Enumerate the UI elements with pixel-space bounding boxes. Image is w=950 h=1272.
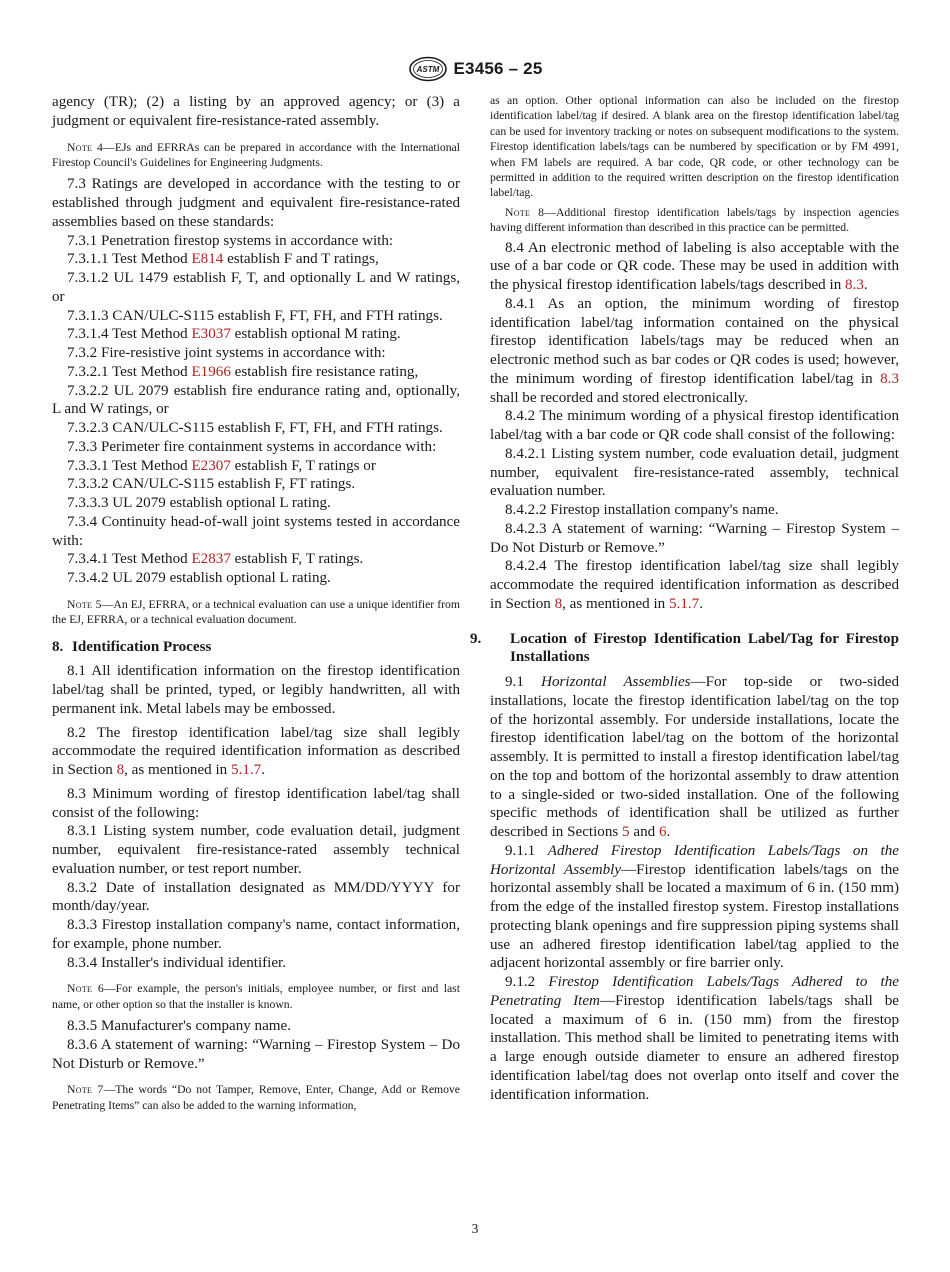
left-column xyxy=(52,93,460,1118)
note-4: Note 4—EJs and EFRRAs can be prepared in accordance with the International Firestop Council's Guidelines for Engineering Judgments. xyxy=(52,140,460,169)
note-6: Note 6—For example, the person's initials, employee number, or first and last name, or other option so that the installer is known. xyxy=(52,982,460,1011)
svg-text:ASTM: ASTM xyxy=(416,65,439,74)
paragraph-8-4: 8.4 An electronic method of labeling is also acceptable with the use of a bar code or QR code. These may be used in addition with the physical firestop identification labels/tags described in 8.3. xyxy=(490,239,899,294)
paragraph-8-3-6: 8.3.6 A statement of warning: “Warning – Firestop System – Do Not Disturb or Remove.” xyxy=(52,1036,460,1072)
standard-designation: E3456 – 25 xyxy=(453,59,543,78)
paragraph-7-3-1-3: 7.3.1.3 CAN/ULC-S115 establish F, FT, FH, and FTH ratings. xyxy=(67,307,443,324)
reference-link[interactable]: 5.1.7 xyxy=(231,762,262,779)
paragraph-7-3-2-2: 7.3.2.2 UL 2079 establish fire endurance rating and, optionally, L and W ratings, or xyxy=(52,382,460,418)
paragraph-7-3-3-2: 7.3.3.2 CAN/ULC-S115 establish F, FT ratings. xyxy=(67,476,356,493)
page-header xyxy=(0,56,950,87)
paragraph-7-3-1-4: 7.3.1.4 Test Method E3037 establish optional M rating. xyxy=(67,326,401,343)
right-column xyxy=(470,93,899,1104)
paragraph-8-2: 8.2 The firestop identification label/tag size shall legibly accommodate the required identification information as described in Section 8, as mentioned in 5.1.7. xyxy=(52,724,460,779)
reference-link[interactable]: 8.3 xyxy=(880,370,899,387)
reference-link[interactable]: 5 xyxy=(622,824,630,841)
paragraph-7-3-3-3: 7.3.3.3 UL 2079 establish optional L rating. xyxy=(67,495,331,512)
note-7: Note 7—The words “Do not Tamper, Remove, Enter, Change, Add or Remove Penetrating Items” can also be added to the warning information, xyxy=(52,1083,460,1112)
paragraph-8-4-2-2: 8.4.2.2 Firestop installation company's name. xyxy=(505,502,779,519)
paragraph-8-3-5: 8.3.5 Manufacturer's company name. xyxy=(67,1018,292,1035)
astm-logo-icon xyxy=(408,56,448,82)
reference-link[interactable]: E814 xyxy=(191,251,224,268)
paragraph-8-4-2-3: 8.4.2.3 A statement of warning: “Warning – Firestop System – Do Not Disturb or Remove.” xyxy=(490,520,899,556)
page-number: 3 xyxy=(471,1221,479,1236)
paragraph-9-1-2: 9.1.2 Firestop Identification Labels/Tags Adhered to the Penetrating Item—Firestop identification labels/tags shall be located a maximum of 6 in. (150 mm) from the firestop installation. This method shall be limited to penetrating items with a large enough outside diameter to ensure an adhered firestop identification label/tag does not overlap onto itself and cover the identification information. xyxy=(490,974,899,1103)
paragraph-7-3-3-1: 7.3.3.1 Test Method E2307 establish F, T ratings or xyxy=(67,457,376,474)
note-8: Note 8—Additional firestop identification labels/tags by inspection agencies having different information than described in this practice can be permitted. xyxy=(490,205,899,235)
paragraph-7-3-2-1: 7.3.2.1 Test Method E1966 establish fire resistance rating, xyxy=(67,363,419,380)
paragraph-9-1: 9.1 Horizontal Assemblies—For top-side or two-sided installations, locate the firestop identification label/tag on the top of the horizontal assembly. For underside installations, locate the firestop identification label/tag on the bottom of the horizontal assembly. It is permitted to install a firestop identification label/tag on the top and bottom of the horizontal assembly to draw attention to a single-sided or two-sided installation. One of the following specific methods of identification shall be utilized as further described in Sections 5 and 6. xyxy=(490,674,899,841)
reference-link[interactable]: 8.3 xyxy=(845,277,864,294)
reference-link[interactable]: E1966 xyxy=(191,363,231,380)
reference-link[interactable]: 8 xyxy=(554,595,563,612)
paragraph-7-3-4-2: 7.3.4.2 UL 2079 establish optional L rating. xyxy=(67,570,331,587)
paragraph-8-3-1: 8.3.1 Listing system number, code evaluation detail, judgment number, equivalent fire-resistance-rated assembly technical evaluation number, or test report number. xyxy=(52,823,460,877)
paragraph-8-3-3: 8.3.3 Firestop installation company's name, contact information, for example, phone number. xyxy=(52,917,460,952)
paragraph-9-1-1: 9.1.1 Adhered Firestop Identification Labels/Tags on the Horizontal Assembly—Firestop identification labels/tags on the horizontal assembly shall be located a maximum of 6 in. (150 mm) from the edge of the installed firestop system. Firestop installations protecting blank openings and fire suppression piping systems shall use an adhered firestop identification label/tag applied to the adjacent horizontal assembly or fire barrier only. xyxy=(490,842,899,972)
paragraph-7-3-1: 7.3.1 Penetration firestop systems in accordance with: xyxy=(67,232,394,249)
paragraph-7-3-1-2: 7.3.1.2 UL 1479 establish F, T, and optionally L and W ratings, or xyxy=(52,270,460,305)
paragraph-8-3-4: 8.3.4 Installer's individual identifier. xyxy=(67,954,287,971)
reference-link[interactable]: E2837 xyxy=(191,551,231,568)
reference-link[interactable]: E2307 xyxy=(191,457,231,474)
section-9-heading: 9. Location of Firestop Identification Label/Tag for Firestop Installations xyxy=(470,630,899,666)
paragraph-8-4-2: 8.4.2 The minimum wording of a physical firestop identification label/tag with a bar code or QR code shall consist of the following: xyxy=(490,408,899,444)
reference-link[interactable]: 6 xyxy=(658,824,667,841)
paragraph-7-3-4: 7.3.4 Continuity head-of-wall joint systems tested in accordance with: xyxy=(52,513,460,549)
note-5: Note 5—An EJ, EFRRA, or a technical evaluation can use a unique identifier from the EJ, EFRRA, or a technical evaluation document. xyxy=(52,597,460,627)
paragraph-8-3: 8.3 Minimum wording of firestop identification label/tag shall consist of the following: xyxy=(52,785,460,821)
section-8-heading: 8. Identification Process xyxy=(52,638,212,655)
paragraph-7-3-3: 7.3.3 Perimeter fire containment systems in accordance with: xyxy=(67,438,437,455)
paragraph-7-3-2-3: 7.3.2.3 CAN/ULC-S115 establish F, FT, FH, and FTH ratings. xyxy=(67,420,443,437)
paragraph: agency (TR); (2) a listing by an approved agency; or (3) a judgment or equivalent fire-resistance-rated assembly. xyxy=(52,94,460,129)
paragraph-7-3-1-1: 7.3.1.1 Test Method E814 establish F and T ratings, xyxy=(67,251,379,268)
paragraph-8-1: 8.1 All identification information on the firestop identification label/tag shall be printed, typed, or legibly handwritten, all with permanent ink. Metal labels may be embossed. xyxy=(52,663,460,717)
paragraph-8-4-1: 8.4.1 As an option, the minimum wording of firestop identification label/tag information contained on the physical firestop identification labels/tags may be reduced when an electronic method such as bar codes or QR codes is used; however, the minimum wording of firestop identification label/tag in 8.3 shall be recorded and stored electronically. xyxy=(490,295,899,406)
paragraph-8-4-2-1: 8.4.2.1 Listing system number, code evaluation detail, judgment number, equivalent fire-resistance-rated assembly, technical evaluation number. xyxy=(490,445,899,500)
note-7-continued: as an option. Other optional information can also be included on the firestop identification label/tag if desired. A blank area on the firestop identification label/tag can be used for inventory tracking or notes on subsequent modifications to the system. Firestop identification labels/tags can be numbered by specification or by FM 4991, when FM labels are required. A bar code, QR code, or other technology can be permitted in addition to the required written description on the firestop identification label/tag. xyxy=(490,94,899,200)
paragraph-8-4-2-4: 8.4.2.4 The firestop identification label/tag size shall legibly accommodate the required identification information as described in Section 8, as mentioned in 5.1.7. xyxy=(490,558,899,612)
reference-link[interactable]: 5.1.7 xyxy=(669,595,700,612)
paragraph-7-3-2: 7.3.2 Fire-resistive joint systems in accordance with: xyxy=(67,345,386,362)
paragraph-7-3-4-1: 7.3.4.1 Test Method E2837 establish F, T ratings. xyxy=(67,551,364,568)
reference-link[interactable]: 8 xyxy=(116,762,125,779)
reference-link[interactable]: E3037 xyxy=(191,326,231,343)
paragraph-7-3: 7.3 Ratings are developed in accordance with the testing to or established through judgment and equivalent fire-resistance-rated assemblies based on these standards: xyxy=(52,176,460,230)
paragraph-8-3-2: 8.3.2 Date of installation designated as MM/DD/YYYY for month/day/year. xyxy=(52,879,460,915)
